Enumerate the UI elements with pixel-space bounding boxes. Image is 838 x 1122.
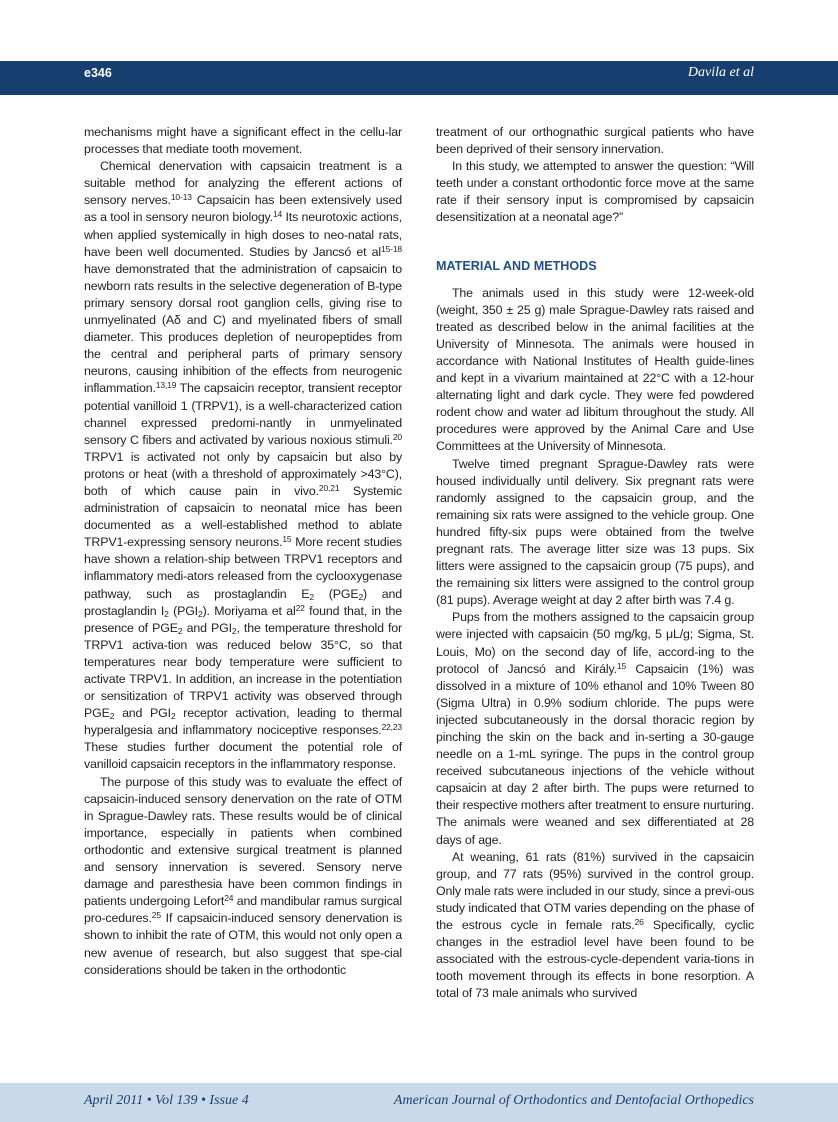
citation: 26 bbox=[634, 917, 644, 928]
paragraph: At weaning, 61 rats (81%) survived in the capsaicin group, and 77 rats (95%) survived in the control group. Only male rats were included in our study, since a previ-ous study indicated that OTM varies depending on the phase of the estrous cycle in female rats.$^{26}$ Specifically, cyclic changes in the estradiol level have been found to be associated with the estrous-cycle-dependent varia-tions in tooth movement through its effects in bone resorption. A total of 73 male animals who survived bbox=[436, 849, 754, 1001]
citation: 15-18 bbox=[381, 243, 402, 254]
journal-name: American Journal of Orthodontics and Dentofacial Orthopedics bbox=[393, 1093, 754, 1108]
citation: 20 bbox=[392, 431, 402, 442]
running-author: Davila et al bbox=[687, 65, 754, 80]
citation: 10-13 bbox=[170, 192, 192, 203]
section-heading: MATERIAL AND METHODS bbox=[436, 258, 597, 273]
citation: 15 bbox=[282, 534, 292, 545]
citation: 13,19 bbox=[155, 380, 177, 391]
paragraph: The purpose of this study was to evaluate the effect of capsaicin-induced sensory denervation on the rate of OTM in Sprague-Dawley rats. These results would be of clinical importance, especially in patients when combined orthodontic and extensive surgical treatment is planned and sensory innervation is severed. Sensory nerve damage and paresthesia have been common findings in patients undergoing Lefort$^{24}$ and mandibular ramus surgical pro-cedures.$^{25}$ If capsaicin-induced sensory denervation is shown to inhibit the rate of OTM, this would not only open a new avenue of research, but also suggest that spe-cial considerations should be taken in the orthodontic bbox=[84, 774, 402, 977]
citation: 14 bbox=[272, 209, 283, 220]
paragraph: Twelve timed pregnant Sprague-Dawley rats were housed individually until delivery. Six pregnant rats were randomly assigned to the capsaicin group, and the remaining six rats were assigned to the vehicle group. One hundred fifty-six pups were obtained from the twelve pregnant rats. The average litter size was 13 pups. Six litters were assigned to the capsaicin group (75 pups), and the remaining six litters were assigned to the control group (81 pups). Average weight at day 2 after birth was 7.4 g. bbox=[436, 456, 754, 608]
left-column bbox=[84, 124, 402, 979]
citation: 20,21 bbox=[318, 483, 340, 494]
right-column bbox=[436, 124, 754, 1003]
citation: 22,23 bbox=[381, 722, 402, 733]
citation: 15 bbox=[616, 660, 627, 671]
page-number: e346 bbox=[84, 66, 112, 80]
paragraph: treatment of our orthognathic surgical patients who have been deprived of their sensory innervation. bbox=[436, 125, 754, 157]
paragraph: In this study, we attempted to answer the question: “Will teeth under a constant orthodontic force move at the same rate if their sensory input is compromised by capsaicin desensitization at a neonatal age?” bbox=[436, 159, 754, 225]
issue-info: April 2011 • Vol 139 • Issue 4 bbox=[84, 1093, 249, 1108]
citation: 25 bbox=[151, 910, 161, 921]
paragraph: mechanisms might have a significant effect in the cellu-lar processes that mediate tooth movement. bbox=[84, 125, 402, 157]
paragraph: The animals used in this study were 12-week-old (weight, 350 ± 25 g) male Sprague-Dawley rats raised and treated as described below in the animal facilities at the University of Minnesota. The animals were housed in accordance with National Institutes of Health guide-lines and kept in a vivarium maintained at 22°C with a 12-hour alternating light and dark cycle. They were fed powdered rodent chow and water ad libitum throughout the study. All procedures were approved by the Animal Care and Use Committees at the University of Minnesota. bbox=[436, 285, 754, 454]
citation: 24 bbox=[224, 893, 234, 904]
citation: 22 bbox=[295, 602, 305, 613]
paragraph: Chemical denervation with capsaicin treatment is a suitable method for analyzing the efferent actions of sensory nerves.$^{10-13}$ Capsaicin has been extensively used as a tool in sensory neuron biology.$^{14}$ Its neurotoxic actions, when applied systemically in high doses to neo-natal rats, have been well documented. Studies by Jancsó et $al^{15-18}$ have demonstrated that the administration of capsaicin to newborn rats results in the selective degeneration of B-type primary sensory dorsal root ganglion cells, giving rise to unmyelinated (Aδ and C) and myelinated fibers of small diameter. This produces depletion of neuropeptides from the central and peripheral parts of primary sensory neurons, causing inhibition of the effects from neurogenic inflammation.$^{13,19}$ The capsaicin receptor, transient receptor potential vanilloid 1 (TRPV1), is a well-characterized cation channel expressed predomi-nantly in unmyelinated sensory C fibers and activated by various noxious stimuli.$^{20}$ TRPV1 is activated not only by capsaicin but also by protons or heat (with a threshold of approximately >43°C), both of which cause pain in vivo.$^{20,21}$ Systemic administration of capsaicin to neonatal mice has been documented as a well-established method to ablate TRPV1-expressing sensory neurons.$^{15}$ More recent studies have shown a relation-ship between TRPV1 receptors and inflammatory medi-ators released from the cyclooxygenase pathway, such as prostaglandin $E_2$ $(PGE_2)$ and prostaglandin $I_2$ $(PGI_2)$. Moriyama et $al^{22}$ found that, in the presence of $PGE_2$ and $PGI_2$, the temperature threshold for TRPV1 activa-tion was reduced below 35°C, so that temperatures near body temperature were sufficient to activate TRPV1. In addition, an increase in the potentiation or sensitization of TRPV1 activity was observed through $PGE_2$ and $PGI_2$ receptor activation, leading to thermal hyperalgesia and inflammatory nociceptive responses.$^{22,23}$ These studies further document the potential role of vanilloid capsaicin receptors in the inflammatory response. bbox=[84, 159, 403, 772]
paragraph: Pups from the mothers assigned to the capsaicin group were injected with capsaicin (50 mg/kg, 5 μL/g; Sigma, St. Louis, Mo) on the second day of life, accord-ing to the protocol of Jancsó and Király.$^{15}$ Capsaicin (1%) was dissolved in a mixture of 10% ethanol and 10% Tween 80 (Sigma Ultra) in 0.9% sodium chloride. The pups were injected subcutaneously in the dorsal thoracic region by pinching the skin on the back and in-serting a 30-gauge needle on a 1-mL syringe. The pups in the control group received subcutaneous injections of the vehicle without capsaicin at day 2 after birth. The pups were returned to their respective mothers after treatment to ensure nurturing. The animals were weaned and sex differentiated at 28 days of age. bbox=[436, 610, 754, 847]
